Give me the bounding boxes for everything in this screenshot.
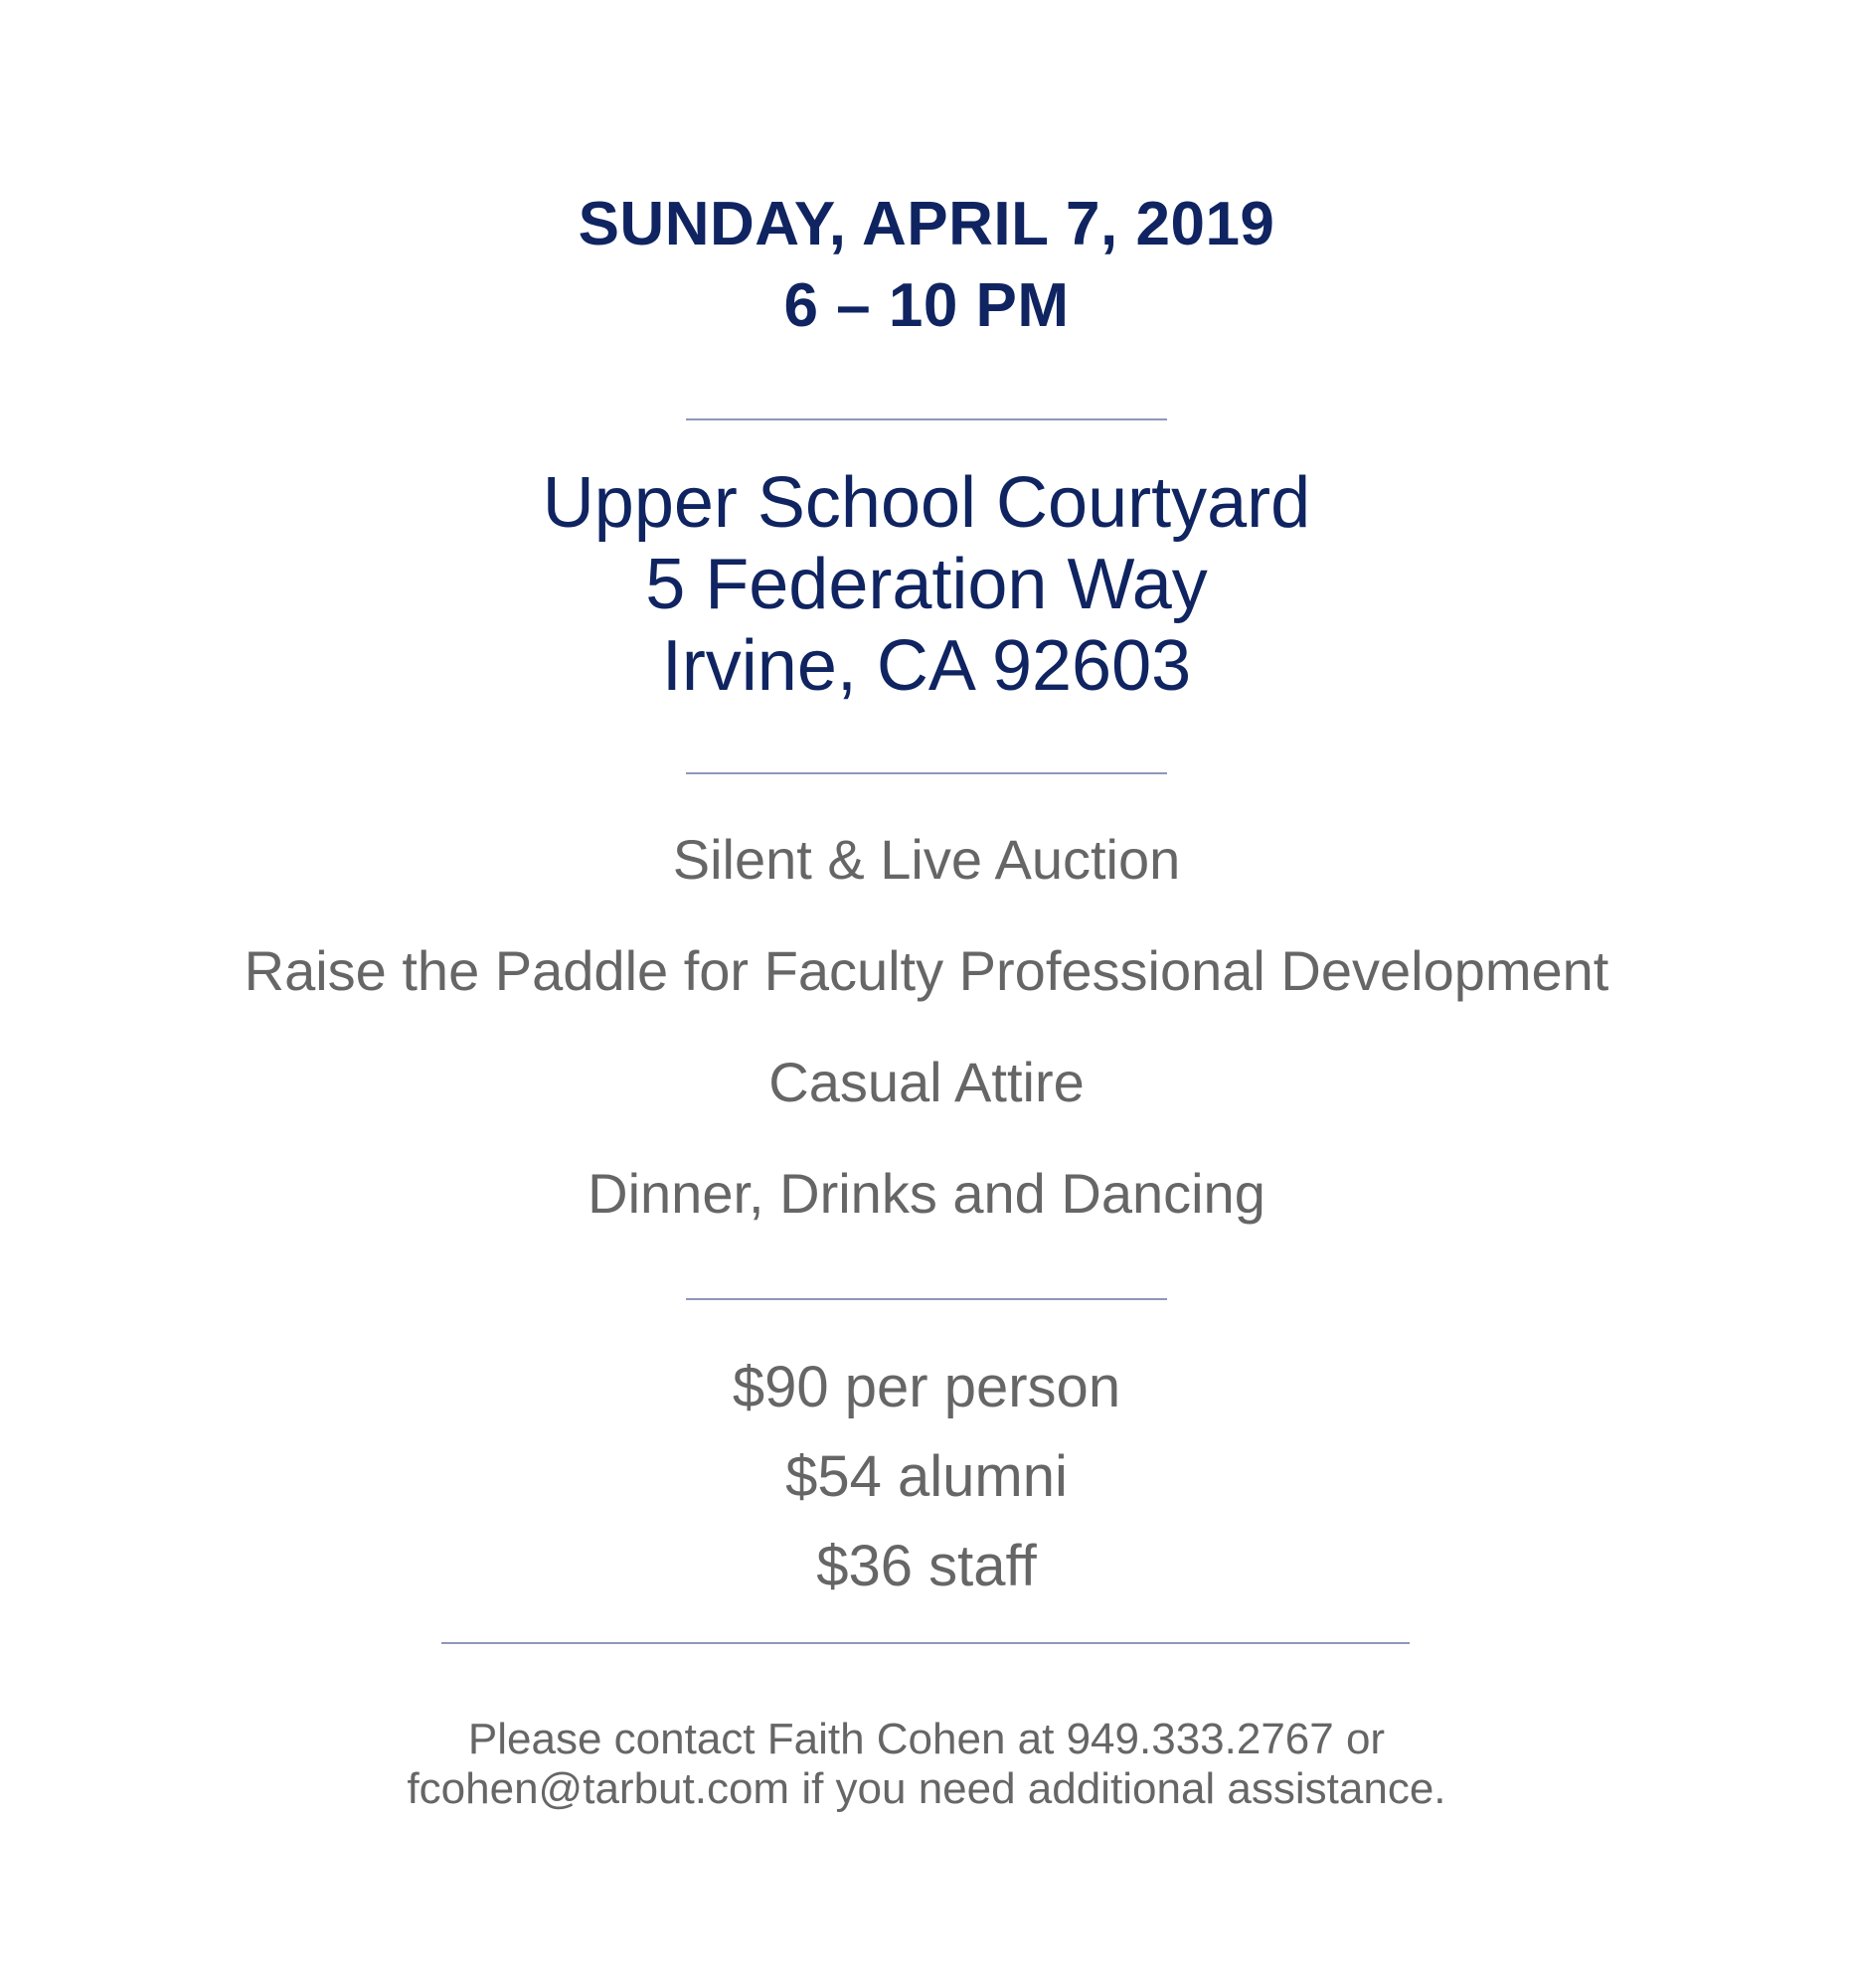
divider-3: [686, 1298, 1167, 1300]
price-alumni: $54 alumni: [785, 1444, 1068, 1509]
detail-auction: Silent & Live Auction: [672, 828, 1181, 891]
divider-4: [441, 1642, 1410, 1644]
price-staff: $36 staff: [816, 1534, 1037, 1598]
detail-paddle: Raise the Paddle for Faculty Professional Development: [244, 939, 1609, 1002]
detail-dinner: Dinner, Drinks and Dancing: [588, 1162, 1265, 1225]
price-person: $90 per person: [732, 1355, 1121, 1419]
detail-attire: Casual Attire: [768, 1051, 1085, 1113]
event-time: 6 – 10 PM: [783, 271, 1070, 340]
venue-street: 5 Federation Way: [645, 545, 1208, 624]
contact-line-2: fcohen@tarbut.com if you need additional assistance.: [407, 1764, 1446, 1813]
venue-city: Irvine, CA 92603: [661, 626, 1192, 706]
contact-line-1: Please contact Faith Cohen at 949.333.2767 or: [467, 1715, 1386, 1763]
event-date: SUNDAY, APRIL 7, 2019: [578, 190, 1275, 258]
divider-1: [686, 418, 1167, 420]
venue-name: Upper School Courtyard: [542, 463, 1311, 543]
divider-2: [686, 772, 1167, 774]
